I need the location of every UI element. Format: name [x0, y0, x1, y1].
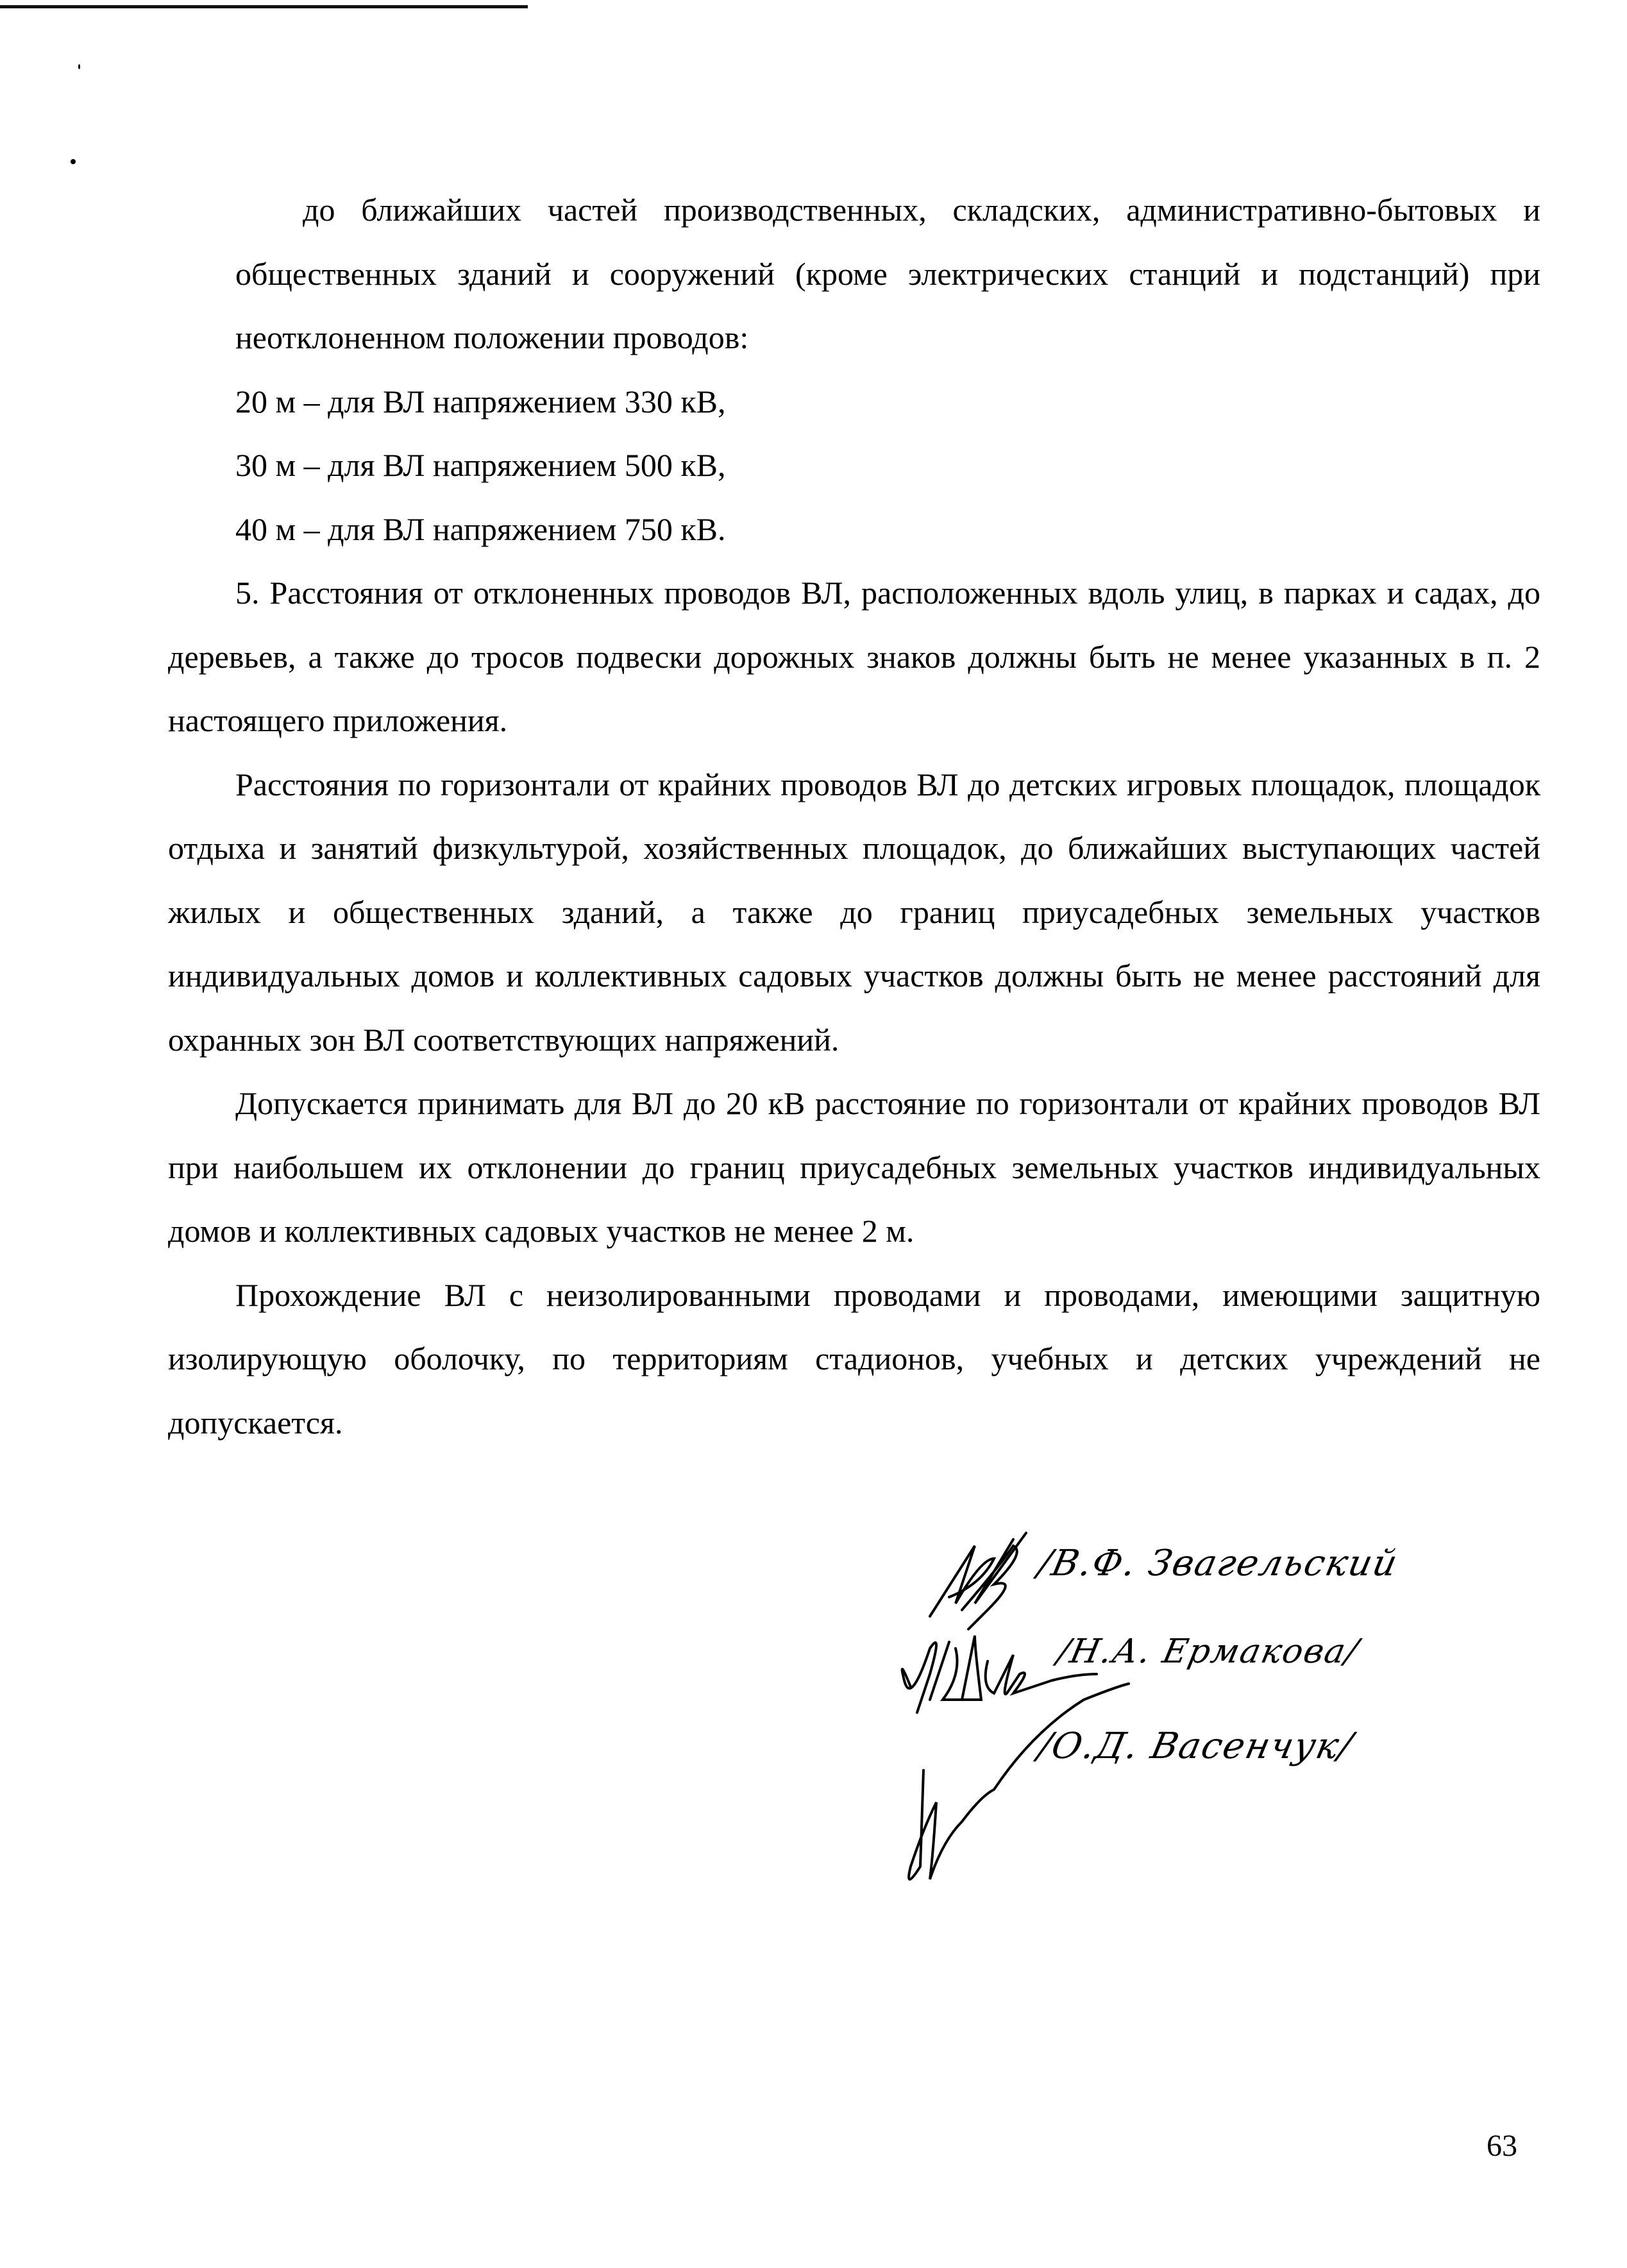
scan-speck	[78, 64, 80, 69]
page-number: 63	[1487, 2129, 1517, 2163]
top-rule	[0, 5, 528, 8]
signature-1	[930, 1533, 1026, 1629]
signatory-name: /Н.А. Ермакова/	[1054, 1632, 1363, 1671]
signatures-block	[885, 1507, 1623, 2085]
paragraph: Расстояния по горизонтали от крайних проводов ВЛ до детских игровых площадок, площадок отдыха и занятий физкультурой, хозяйственных площадок, до ближайших выступающих частей жилых и общественных зданий, а также до границ приусадебных земельных участков индивидуальных домов и коллективных садовых участков должны быть не менее расстояний для охранных зон ВЛ соответствующих напряжений.	[168, 766, 1540, 1058]
list-item: 40 м – для ВЛ напряжением 750 кВ.	[235, 511, 726, 547]
signatory-name: /О.Д. Васенчук/	[1034, 1725, 1358, 1767]
paragraph: до ближайших частей производственных, складских, административно-бытовых и общественных зданий и сооружений (кроме электрических станций и подстанций) при неотклоненном положении проводов:	[235, 192, 1540, 355]
paragraph: 5. Расстояния от отклоненных проводов ВЛ, расположенных вдоль улиц, в парках и садах, до деревьев, а также до тросов подвески дорожных знаков должны быть не менее указанных в п. 2 настоящего приложения.	[168, 575, 1540, 738]
list-item: 20 м – для ВЛ напряжением 330 кВ,	[235, 383, 726, 419]
signature-strokes	[885, 1507, 1623, 2085]
signature-3	[909, 1684, 1129, 1879]
signatory-name: /В.Ф. Звагельский	[1034, 1543, 1403, 1584]
paragraph: Прохождение ВЛ с неизолированными проводами и проводами, имеющими защитную изолирующую оболочку, по территориям стадионов, учебных и детских учреждений не допускается.	[168, 1276, 1540, 1441]
scan-speck	[71, 159, 76, 164]
list-item: 30 м – для ВЛ напряжением 500 кВ,	[235, 447, 726, 483]
document-body	[168, 178, 1540, 1455]
paragraph: Допускается принимать для ВЛ до 20 кВ расстояние по горизонтали от крайних проводов ВЛ при наибольшем их отклонении до границ приусадебных земельных участков индивидуальных домов и коллективных садовых участков не менее 2 м.	[168, 1085, 1540, 1249]
